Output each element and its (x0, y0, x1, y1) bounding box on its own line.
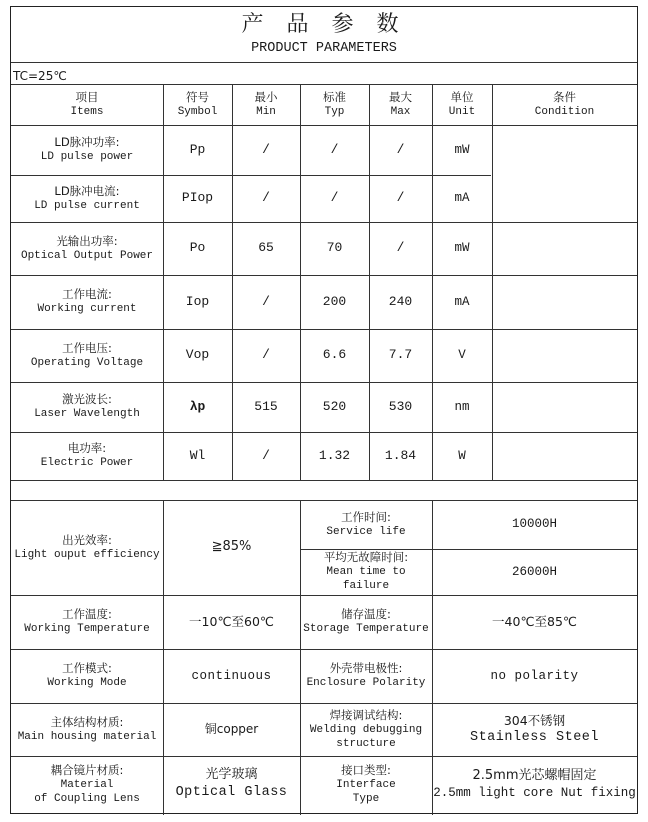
row-min: 65 (258, 240, 274, 256)
row-symbol: Iop (185, 293, 210, 309)
housing-label-en: Main housing material (17, 730, 157, 743)
enclosure-label (300, 649, 432, 703)
row-max: / (396, 240, 405, 256)
row-typ: / (330, 141, 339, 157)
header-items-cn: 项目 (75, 89, 99, 104)
service-life-label-cn: 工作时间: (341, 509, 391, 524)
mttf-label-cn: 平均无故障时间: (323, 550, 409, 565)
header-typ (300, 84, 369, 125)
interface-label (300, 756, 432, 813)
row-label-en: Laser Wavelength (34, 408, 140, 421)
parameter-sheet (10, 6, 638, 814)
row-max: 1.84 (384, 447, 417, 463)
row-label-cn: 工作电压: (62, 340, 112, 355)
working-temp-value: 一10℃至60℃ (189, 613, 274, 629)
lens-label (11, 756, 163, 813)
interface-label-cn: 接口类型: (341, 762, 391, 777)
row-typ: 6.6 (322, 347, 347, 363)
welding-value (432, 703, 637, 756)
header-items (11, 84, 163, 125)
row-min: / (262, 141, 270, 157)
working-temp-label-en: Working Temperature (24, 623, 150, 636)
row-unit: mW (454, 142, 470, 157)
row-typ: 1.32 (318, 447, 351, 463)
header-typ-en: Typ (324, 105, 345, 118)
welding-label-en2: structure (336, 737, 396, 750)
working-mode-value: continuous (191, 668, 272, 683)
row-label-en: LD pulse power (40, 151, 134, 164)
interface-value-cn: 2.5mm光芯螺帽固定 (472, 767, 597, 783)
row-symbol: Wl (189, 447, 206, 463)
interface-value (432, 756, 637, 813)
row-typ: 520 (322, 398, 347, 414)
header-min-cn: 最小 (254, 89, 278, 104)
lens-value-cn: 光学玻璃 (205, 767, 258, 783)
row-max: 7.7 (388, 347, 413, 363)
title-block (11, 7, 637, 62)
lens-label-cn: 耦合镜片材质: (50, 762, 124, 777)
divider (11, 480, 637, 481)
working-mode-label-en: Working Mode (47, 677, 127, 690)
welding-label-en1: Welding debugging (309, 723, 423, 736)
row-label (11, 175, 163, 222)
working-temp-label-cn: 工作温度: (62, 607, 112, 622)
service-life-label-en: Service life (326, 525, 406, 538)
row-typ: 70 (326, 240, 343, 256)
working-mode-label (11, 649, 163, 703)
housing-label (11, 703, 163, 756)
header-min-en: Min (256, 105, 276, 118)
title-cn: 产 品 参 数 (241, 12, 407, 38)
row-label-en: Working current (37, 303, 137, 316)
storage-temp-value: 一40℃至85℃ (492, 613, 577, 629)
divider (11, 62, 637, 63)
header-typ-cn: 标准 (323, 89, 346, 104)
row-label (11, 329, 163, 382)
row-label-en: LD pulse current (34, 199, 140, 212)
row-max: 240 (388, 293, 413, 309)
row-min: 515 (254, 398, 278, 414)
enclosure-label-en: Enclosure Polarity (306, 677, 426, 690)
interface-label-en2: Type (352, 792, 380, 805)
header-items-en: Items (70, 105, 104, 118)
welding-value-cn: 304不锈钢 (503, 712, 566, 728)
efficiency-label (11, 500, 163, 595)
row-unit: W (458, 448, 466, 463)
row-min: / (262, 347, 270, 363)
header-condition-en: Condition (534, 105, 595, 118)
storage-temp-label-en: Storage Temperature (303, 623, 429, 636)
interface-label-en1: Interface (336, 778, 396, 791)
row-symbol: Po (189, 240, 206, 256)
lens-label-en1: Material (60, 778, 114, 791)
row-min: / (262, 293, 270, 309)
row-label-en: Optical Output Power (20, 249, 154, 262)
efficiency-label-cn: 出光效率: (62, 532, 112, 547)
lens-value-en: Optical Glass (175, 785, 288, 801)
divider (492, 84, 493, 480)
header-max-cn: 最大 (389, 89, 412, 104)
efficiency-label-en: Light ouput efficiency (14, 548, 160, 561)
row-label (11, 432, 163, 480)
row-label (11, 222, 163, 275)
working-mode-label-cn: 工作模式: (62, 661, 112, 676)
lens-label-en2: of Coupling Lens (34, 792, 140, 805)
row-symbol: λp (189, 398, 206, 414)
header-unit-cn: 单位 (450, 89, 474, 104)
row-max: 530 (388, 398, 413, 414)
row-label-cn: 电功率: (67, 441, 107, 456)
mttf-value: 26000H (511, 564, 557, 579)
row-symbol: Vop (185, 347, 210, 363)
row-unit: mA (454, 191, 470, 206)
header-min (232, 84, 300, 125)
enclosure-label-cn: 外壳带电极性: (329, 661, 403, 676)
row-label-cn: LD脉冲电流: (54, 183, 120, 198)
row-max: / (396, 190, 405, 206)
row-label (11, 125, 163, 175)
condition-note: TC=25℃ (13, 69, 67, 83)
working-temp-label (11, 595, 163, 649)
row-label-en: Operating Voltage (30, 356, 144, 369)
row-unit: nm (454, 399, 470, 414)
header-condition (492, 84, 637, 125)
row-label (11, 382, 163, 432)
storage-temp-label-cn: 储存温度: (341, 607, 391, 622)
row-unit: V (458, 348, 466, 363)
interface-value-en: 2.5mm light core Nut fixing (433, 785, 636, 800)
enclosure-value: no polarity (490, 668, 579, 683)
service-life-value: 10000H (511, 517, 557, 532)
welding-label-cn: 焊接调试结构: (329, 707, 403, 722)
row-max: / (396, 141, 405, 157)
row-label-cn: 激光波长: (62, 392, 112, 407)
mttf-label (300, 549, 432, 595)
row-label-cn: 光输出功率: (56, 233, 118, 248)
header-unit-en: Unit (448, 105, 476, 118)
row-typ: 200 (322, 293, 347, 309)
row-label-cn: LD脉冲功率: (54, 135, 120, 150)
row-min: / (262, 447, 270, 463)
housing-label-cn: 主体结构材质: (50, 714, 124, 729)
row-label (11, 275, 163, 329)
efficiency-value: ≧85% (211, 539, 252, 555)
row-label-en: Electric Power (40, 457, 134, 470)
row-symbol: PIop (181, 190, 214, 206)
row-typ: / (330, 190, 339, 206)
header-max-en: Max (390, 105, 411, 118)
welding-label (300, 703, 432, 756)
row-symbol: Pp (189, 141, 206, 157)
header-symbol-cn: 符号 (186, 89, 209, 104)
lens-value (163, 756, 300, 813)
header-max (369, 84, 432, 125)
header-condition-cn: 条件 (553, 89, 576, 104)
row-label-cn: 工作电流: (62, 287, 112, 302)
welding-value-en: Stainless Steel (469, 729, 600, 745)
row-unit: mA (454, 294, 470, 309)
header-symbol (163, 84, 232, 125)
header-symbol-en: Symbol (177, 105, 218, 118)
service-life-label (300, 500, 432, 549)
mttf-label-en: Mean time to failure (326, 566, 406, 593)
row-unit: mW (454, 241, 470, 256)
row-min: / (262, 190, 270, 206)
title-en: PRODUCT PARAMETERS (251, 41, 397, 57)
housing-value: 铜copper (204, 721, 259, 736)
storage-temp-label (300, 595, 432, 649)
header-unit (432, 84, 492, 125)
